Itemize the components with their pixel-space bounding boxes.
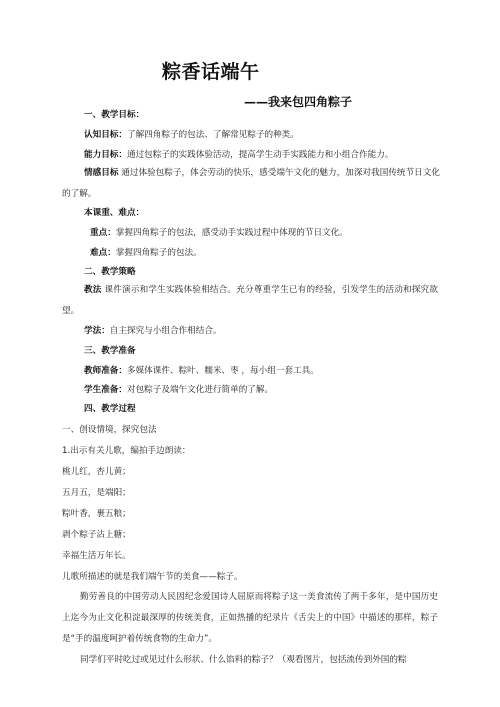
cognitive-objective-text: 了解四角粽子的包法、了解常见粽子的种类。 [126,130,299,140]
song-note: 儿歌所描述的就是我们端午节的美食——粽子。 [62,572,243,582]
teacher-preparation-label: 教师准备： [84,366,127,376]
song-intro: 1.出示有关儿歌，编拍手边朗读： [62,446,191,456]
process-step-1: 一、创设情境，探究包法 [62,425,157,435]
difficult-point-label: 难点： [90,248,116,258]
key-point-label: 重点： [90,228,116,238]
key-point [90,228,348,239]
learning-method-text: 自主探究与小组合作相结合。 [109,326,222,336]
section-heading-strategy: 二、教学策略 [84,267,136,277]
section-heading-preparation: 三、教学准备 [84,346,136,356]
cognitive-objective-label: 认知目标： [84,130,127,140]
question-paragraph: 同学们平时吃过或见过什么形状、什么馅料的粽子？（观看图片，包括流传到外国的粽 [80,655,407,665]
document-subtitle: ——我来包四角粽子 [244,95,353,109]
teaching-method-text: 课件演示和学生实践体验相结合。充分尊重学生已有的经验，引发学生的活动和探究欲望。 [62,285,438,316]
zongzi-history-paragraph: 勤劳善良的中国劳动人民因纪念爱国诗人屈原而将粽子这一美食流传了两千多年，是中国历史上迄今为止文化积淀最深厚的传统美食，正如热播的纪录片《舌尖上的中国》中描述的那样，粽子是“手的温度呵护着传统食物的生命力”。 [62,592,438,644]
section-heading-process: 四、教学过程 [84,404,136,414]
emotion-objective [62,163,440,205]
key-point-text: 掌握四角粽子的包法，感受动手实践过程中体现的节日文化。 [115,228,348,238]
song-line: 粽叶香，裹五粮； [62,509,131,519]
difficult-point-text: 掌握四角粽子的包法。 [115,248,202,258]
learning-method [84,326,222,337]
student-preparation-label: 学生准备： [84,385,127,395]
ability-objective [84,150,393,161]
difficult-point [90,248,202,259]
key-points-heading: 本课重、难点： [84,208,145,218]
teaching-method-label: 教法 [84,285,102,295]
teacher-preparation-text: 多媒体课件、粽叶、糯米、枣 ，每小组一套工具。 [126,366,319,376]
teaching-method [62,280,438,322]
document-title: 粽香话端午 [162,61,260,83]
emotion-objective-text: 通过体验包粽子，体会劳动的快乐，感受端午文化的魅力，加深对我国传统节日文化的了解。 [62,168,440,199]
teacher-preparation [84,366,319,377]
section-heading-objectives: 一、教学目标： [84,110,145,120]
emotion-objective-label: 情感目标 [84,168,119,178]
song-line: 幸福生活万年长。 [62,551,131,561]
ability-objective-text: 通过包粽子的实践体验活动，提高学生动手实践能力和小组合作能力。 [126,150,394,160]
song-line: 五月五，是端阳； [62,488,131,498]
song-line: 桃儿红，杏儿黄； [62,467,131,477]
song-line: 剥个粽子沾上糖； [62,530,131,540]
learning-method-label: 学法： [84,326,110,336]
ability-objective-label: 能力目标： [84,150,127,160]
cognitive-objective [84,130,299,141]
student-preparation-text: 对包粽子及端午文化进行简单的了解。 [126,385,274,395]
student-preparation [84,385,273,396]
